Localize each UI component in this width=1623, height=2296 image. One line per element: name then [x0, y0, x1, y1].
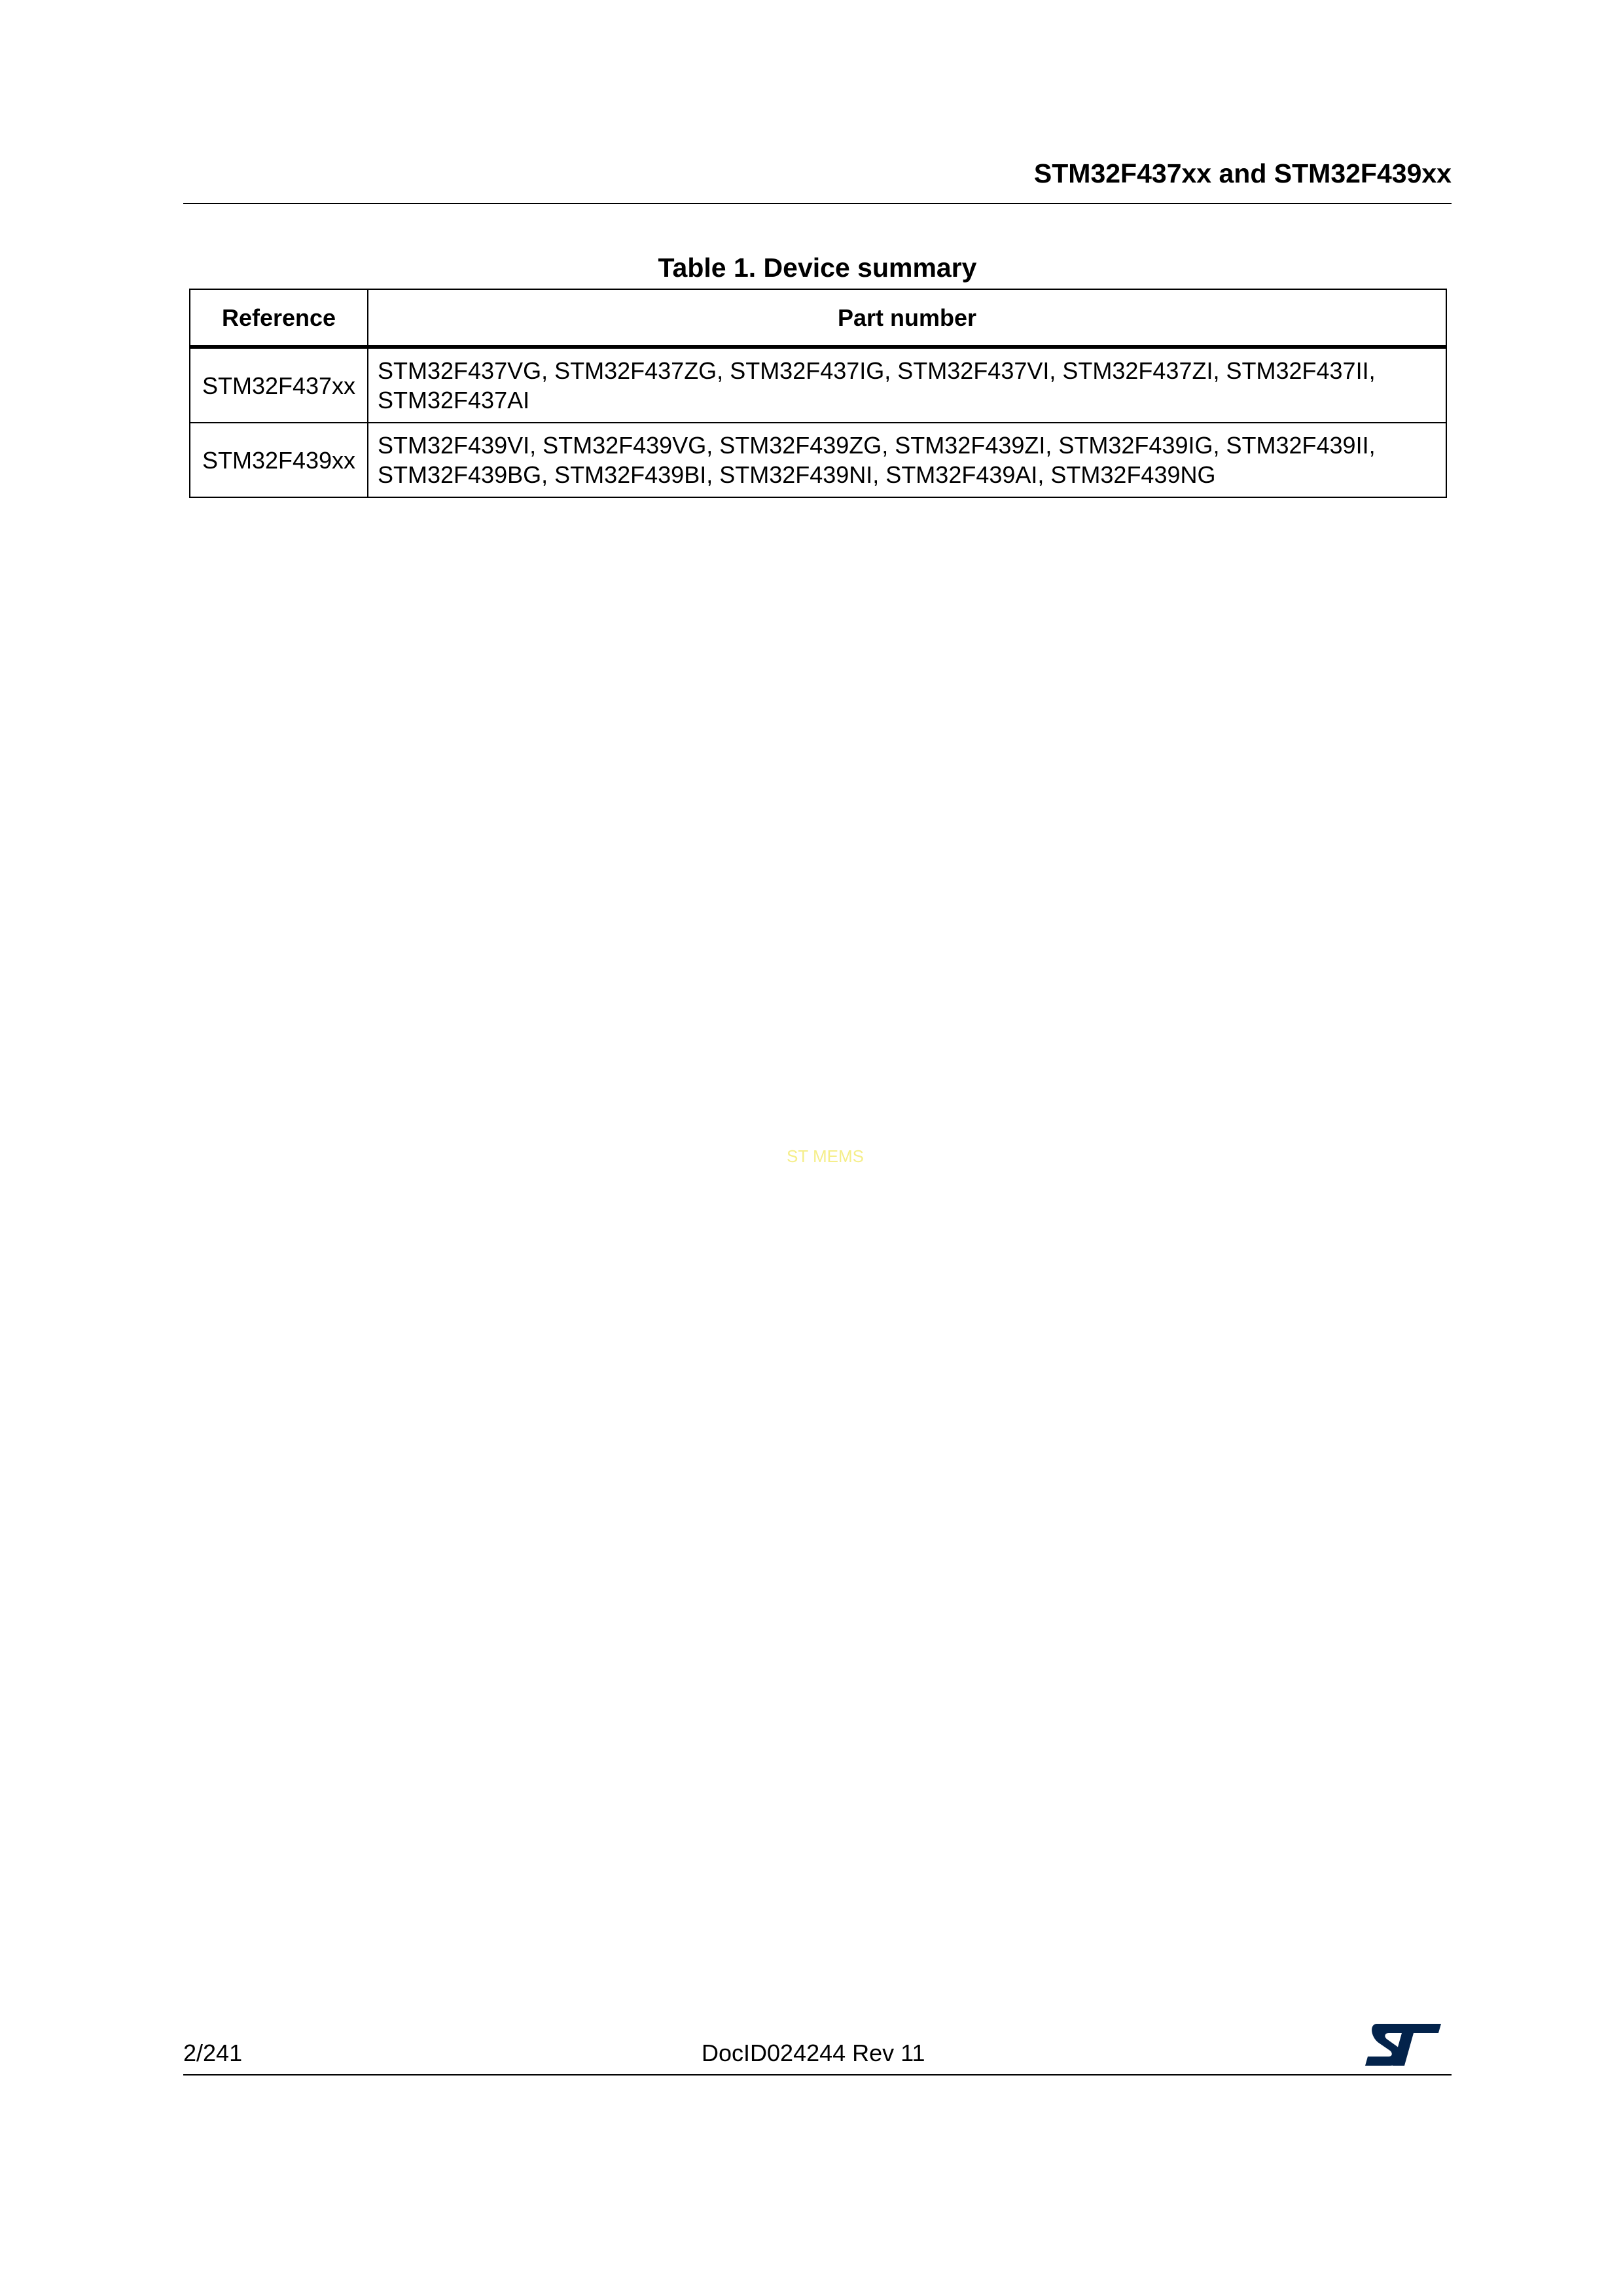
table-row: [190, 423, 1446, 497]
page-number: 2/241: [183, 2040, 243, 2066]
part-number-cell: STM32F439VI, STM32F439VG, STM32F439ZG, STM32F439ZI, STM32F439IG, STM32F439II, STM32F439BG, STM32F439BI, STM32F439NI, STM32F439AI, STM32F439NG: [368, 423, 1446, 497]
header-divider: [183, 203, 1452, 204]
table-row: [190, 347, 1446, 423]
reference-cell: STM32F439xx: [190, 423, 368, 497]
reference-cell: STM32F437xx: [190, 347, 368, 423]
document-id: DocID024244 Rev 11: [702, 2040, 925, 2066]
st-logo-icon: [1363, 2020, 1445, 2070]
table-header-row: [190, 289, 1446, 347]
column-header-reference: Reference: [190, 289, 368, 347]
device-summary-table: [189, 289, 1447, 498]
page-header-title: STM32F437xx and STM32F439xx: [1033, 158, 1452, 188]
watermark: ST MEMS: [787, 1146, 864, 1166]
footer-divider: [183, 2074, 1452, 2075]
part-number-cell: STM32F437VG, STM32F437ZG, STM32F437IG, STM32F437VI, STM32F437ZI, STM32F437II, STM32F437AI: [368, 347, 1446, 423]
table-caption: Table 1. Device summary: [658, 253, 977, 283]
st-logo-shape: [1365, 2024, 1441, 2066]
column-header-part-number: Part number: [368, 289, 1446, 347]
